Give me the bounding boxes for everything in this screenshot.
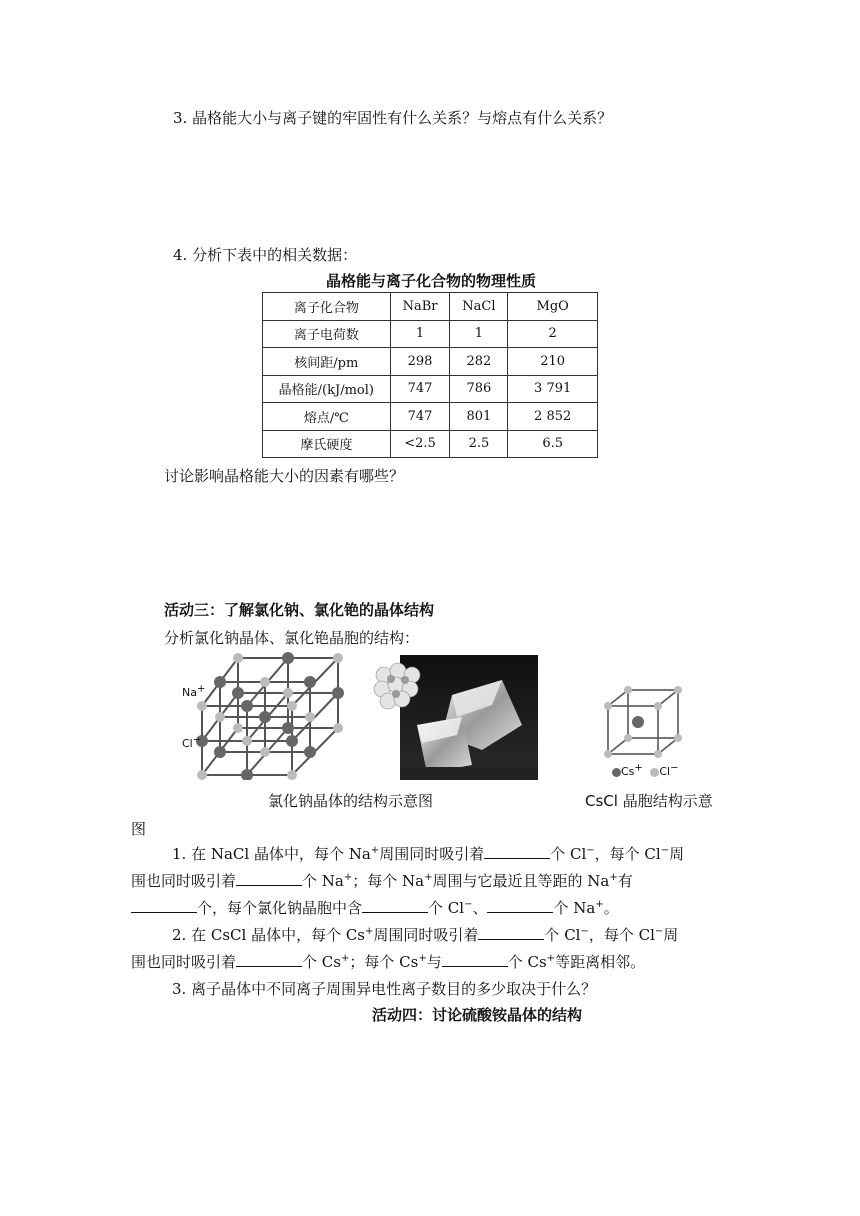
exercise-2-line-2: 围也同时吸引着 个 Cs+；每个 Cs+与 个 Cs+等距离相邻。 [131, 953, 646, 971]
answer-blank[interactable] [484, 844, 550, 859]
table-header-cell: NaBr [390, 293, 450, 321]
table-cell: 2 [508, 320, 598, 348]
table-row [263, 320, 598, 348]
table-cell: 核间距/pm [263, 348, 391, 376]
table-cell: 1 [390, 320, 450, 348]
question-3: 3. 晶格能大小与离子键的牢固性有什么关系？与熔点有什么关系？ [173, 109, 613, 127]
caption-wrap: 图 [131, 820, 147, 838]
answer-blank[interactable] [362, 898, 428, 913]
cscl-unit-cell-diagram [598, 686, 684, 758]
discussion-question: 讨论影响晶格能大小的因素有哪些？ [164, 467, 405, 485]
table-cell: 3 791 [508, 375, 598, 403]
answer-blank[interactable] [131, 898, 197, 913]
answer-blank[interactable] [478, 925, 544, 940]
table-cell: 6.5 [508, 430, 598, 458]
table-cell: 1 [450, 320, 508, 348]
cl-label: Cl− [182, 734, 202, 750]
table-cell: 801 [450, 403, 508, 431]
table-row [263, 375, 598, 403]
table-cell: 298 [390, 348, 450, 376]
salt-crystal-photo [372, 655, 538, 780]
exercise-3: 3. 离子晶体中不同离子周围异电性离子数目的多少取决于什么？ [172, 980, 597, 998]
table-row [263, 348, 598, 376]
table-cell: 210 [508, 348, 598, 376]
question-4: 4. 分析下表中的相关数据： [173, 246, 358, 264]
table-title: 晶格能与离子化合物的物理性质 [326, 272, 537, 290]
activity-3-intro: 分析氯化钠晶体、氯化铯晶胞的结构： [164, 629, 420, 647]
answer-blank[interactable] [236, 952, 302, 967]
table-cell: 282 [450, 348, 508, 376]
cscl-legend: Cs+ Cl− [612, 765, 678, 778]
table-cell: 晶格能/(kJ/mol) [263, 375, 391, 403]
exercise-1-line-1: 1. 在 NaCl 晶体中，每个 Na+周围同时吸引着 个 Cl−，每个 Cl−周 [172, 845, 685, 863]
table-header-cell: MgO [508, 293, 598, 321]
table-cell: <2.5 [390, 430, 450, 458]
table-cell: 747 [390, 375, 450, 403]
exercise-1-line-2: 围也同时吸引着 个 Na+；每个 Na+周围与它最近且等距的 Na+有 [131, 872, 633, 890]
table-cell: 离子电荷数 [263, 320, 391, 348]
table-header-row [263, 293, 598, 321]
table-header-cell: 离子化合物 [263, 293, 391, 321]
table-cell: 熔点/℃ [263, 403, 391, 431]
table-cell: 2 852 [508, 403, 598, 431]
lattice-energy-table [262, 292, 598, 458]
table-header-cell: NaCl [450, 293, 508, 321]
cscl-figure-caption: CsCl 晶胞结构示意 [585, 792, 713, 810]
exercise-1-line-3: 个，每个氯化钠晶胞中含 个 Cl−、 个 Na+。 [131, 893, 619, 923]
nacl-lattice-diagram [178, 648, 358, 780]
table-cell: 786 [450, 375, 508, 403]
na-label: Na+ [182, 683, 206, 699]
table-row [263, 430, 598, 458]
table-cell: 747 [390, 403, 450, 431]
table-cell: 摩氏硬度 [263, 430, 391, 458]
exercise-2-line-1: 2. 在 CsCl 晶体中，每个 Cs+周围同时吸引着 个 Cl−，每个 Cl−周 [172, 926, 679, 944]
table-cell: 2.5 [450, 430, 508, 458]
activity-3-title: 活动三：了解氯化钠、氯化铯的晶体结构 [164, 601, 435, 619]
answer-blank[interactable] [487, 898, 553, 913]
activity-4-title: 活动四：讨论硫酸铵晶体的结构 [372, 1006, 583, 1024]
cs-ion-swatch [612, 768, 621, 777]
answer-blank[interactable] [236, 871, 302, 886]
cl-ion-swatch [650, 768, 659, 777]
answer-blank[interactable] [442, 952, 508, 967]
table-row [263, 403, 598, 431]
nacl-figure-caption: 氯化钠晶体的结构示意图 [268, 792, 434, 810]
